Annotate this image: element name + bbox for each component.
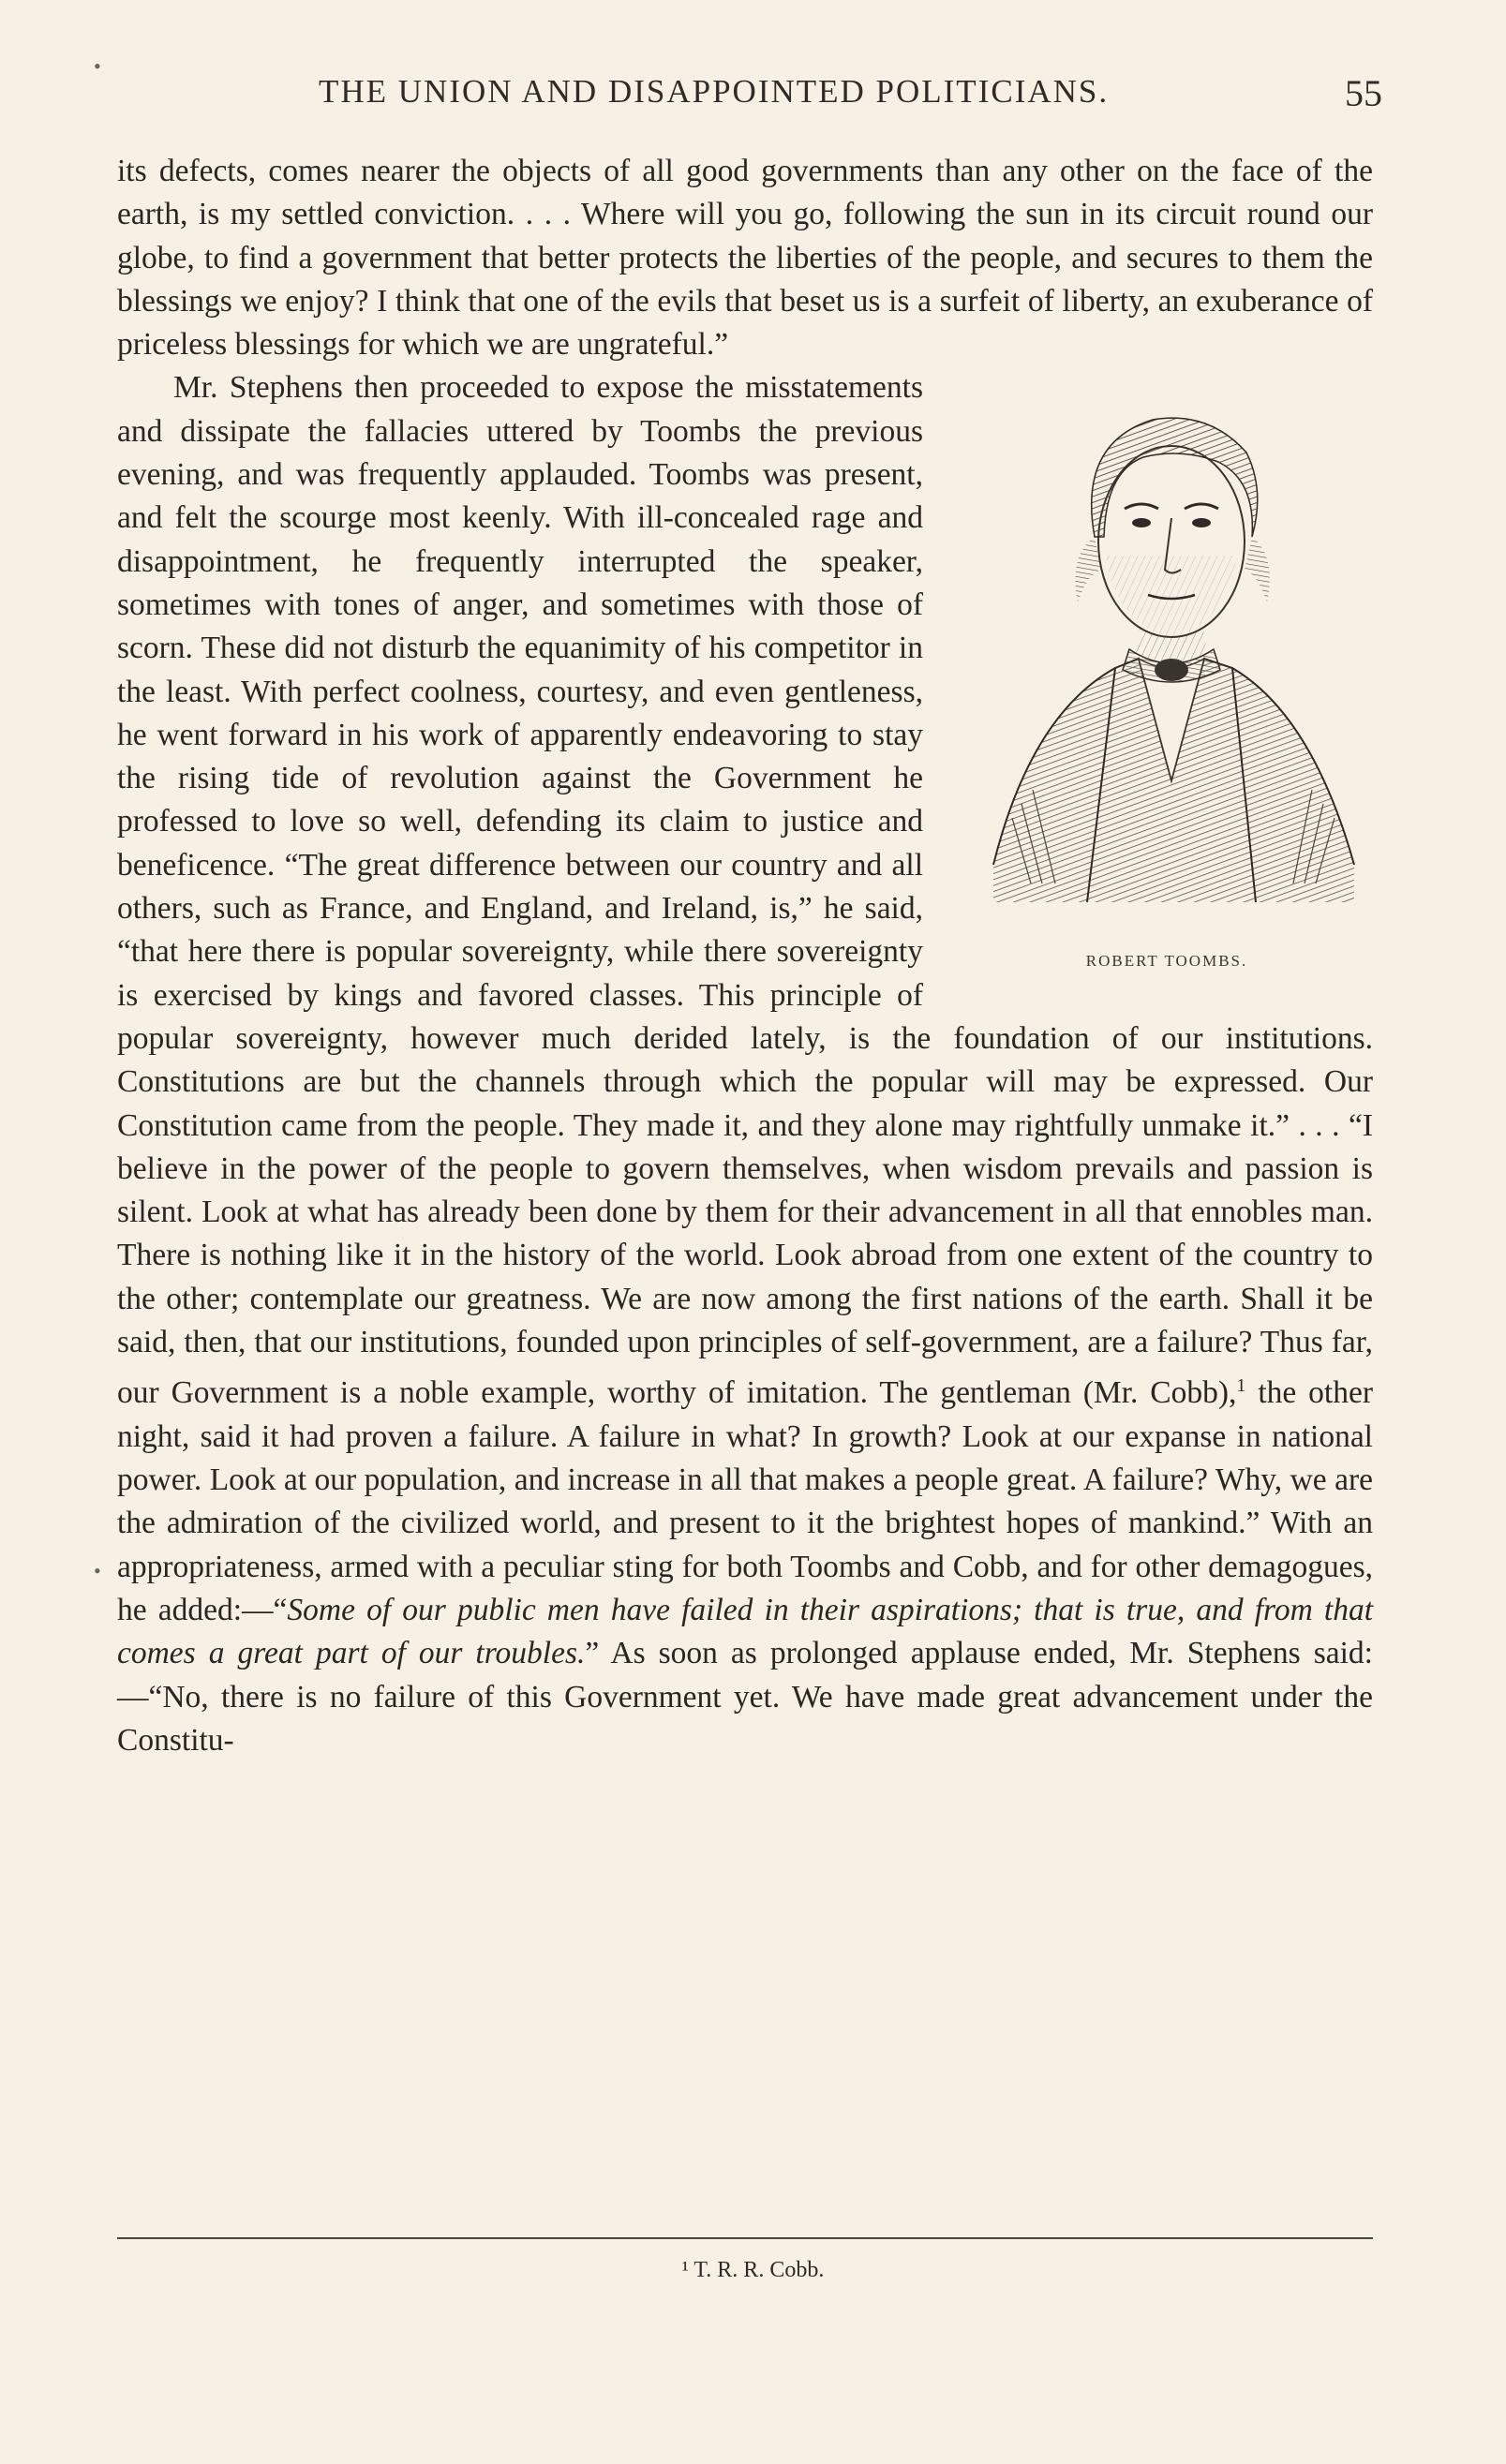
footnote-rule <box>117 2237 1373 2239</box>
running-head: THE UNION AND DISAPPOINTED POLITICIANS. <box>319 73 1110 110</box>
portrait-caption: ROBERT TOOMBS. <box>1085 952 1248 971</box>
body-text <box>117 150 1373 1762</box>
italic-quote: Some of our public men have failed in their aspirations; that is true, and from that comes a great part of our troubles. <box>117 1592 1373 1671</box>
paragraph-2-end: ” As soon as prolonged applause ended, Mr. Stephens said:—“No, there is no failure of this Government yet. We have made great advancement under the Constitu- <box>117 1636 1373 1758</box>
page-header <box>117 67 1382 124</box>
margin-dot-left: • <box>94 1559 101 1582</box>
footnote-marker: 1 <box>1236 1375 1246 1397</box>
portrait-figure <box>961 378 1373 971</box>
paragraph-2-main: Mr. Stephens then proceeded to expose the misstatements and dissipate the fallacies uttered by Toombs the previous evening, and was frequently applauded. Toombs was present, and felt the scourge most keenly. With ill-concealed rage and disappointment, he frequently interrupted the speaker, sometimes with tones of anger, and sometimes with those of scorn. These did not disturb the equanimity of his competitor in the least. With perfect coolness, courtesy, and even gentleness, he went forward in his work of apparently endeavoring to stay the rising tide of revolution against the Government he professed to love so well, defending its claim to justice and beneficence. “The great difference between our country and all others, such as France, and England, and Ireland, is,” he said, “that here there is popular sovereignty, while there sovereignty is exercised by kings and favored classes. This principle of popular sovereignty, however much derided lately, is the foundation of our institutions. Constitutions are but the channels through which the popular will may be expressed. Our Constitution came from the people. They made it, and they alone may rightfully unmake it.” . . . “I believe in the power of the people to govern themselves, when wisdom prevails and passion is silent. Look at what has already been done by them for their advancement in all that ennobles man. There is nothing like it in the history of the world. Look abroad from one extent of the country to the other; contemplate our greatness. We are now among the first nations of the earth. Shall it be said, then, that our institutions, founded upon principles of self-government, are a failure? Thus far, our Government is a noble example, worthy of imitation. The gentleman (Mr. Cobb), <box>117 370 1373 1411</box>
portrait-engraving <box>975 378 1368 930</box>
footnote: ¹ T. R. R. Cobb. <box>681 2258 825 2282</box>
paragraph-1: its defects, comes nearer the objects of all good governments than any other on the face of the earth, is my settled conviction. . . . Where will you go, following the sun in its circuit round our globe, to find a government that better protects the liberties of the people, and secures to them the blessings we enjoy? I think that one of the evils that beset us is a surfeit of liberty, an exuberance of priceless blessings for which we are ungrateful.” <box>117 154 1373 363</box>
paragraph-2-continued: the other night, said it had proven a failure. A failure in what? In growth? Look at our expanse in national power. Look at our population, and increase in all that makes a people great. A failure? Why, we are the admiration of the civilized world, and present to it the brightest hopes of mankind.” With an appropriateness, armed with a peculiar sting for both Toombs and Cobb, and for other demagogues, he added:—“ <box>117 1375 1373 1627</box>
margin-dot-top: • <box>94 54 101 78</box>
page-number: 55 <box>1345 72 1382 114</box>
